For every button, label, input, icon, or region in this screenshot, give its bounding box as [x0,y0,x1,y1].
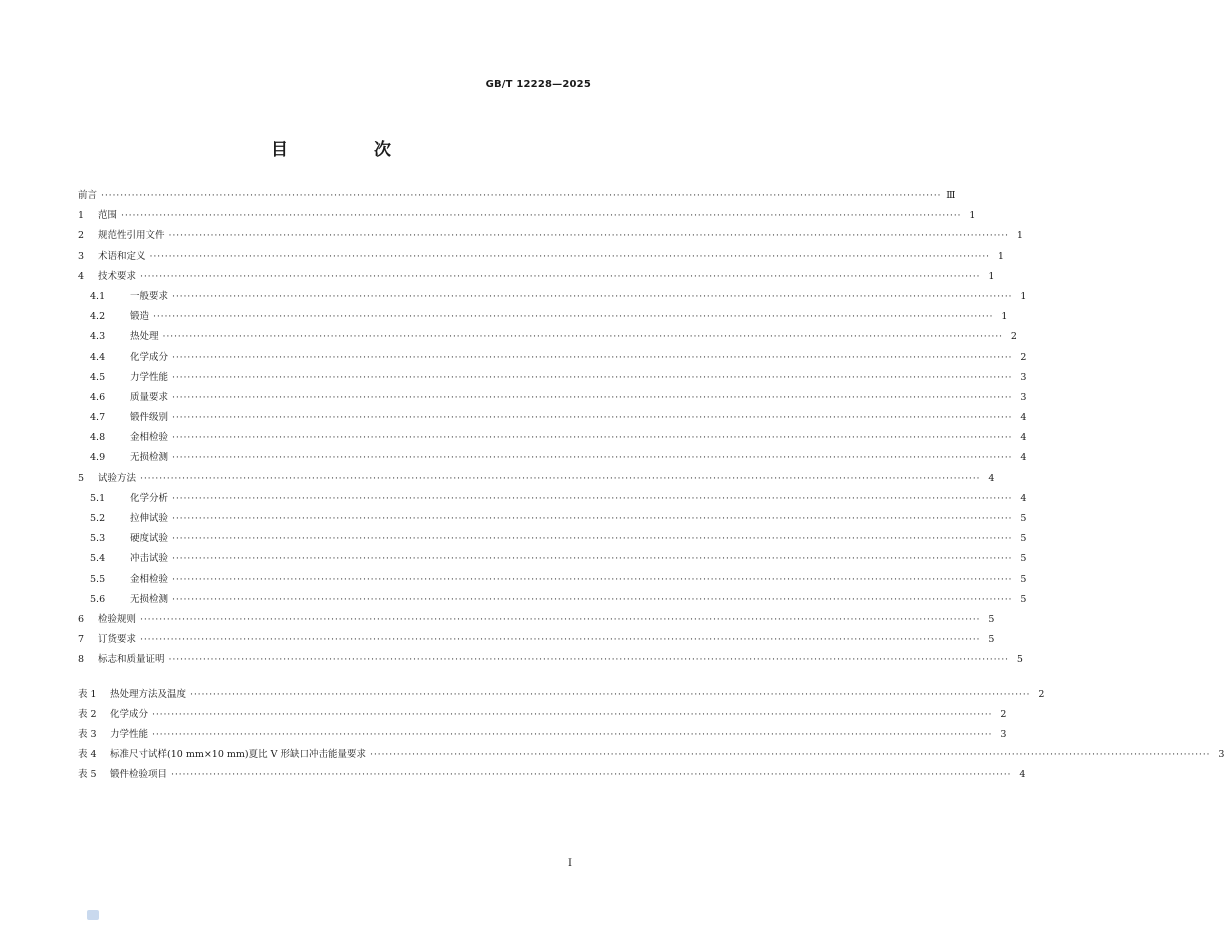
toc-divider-gap [78,674,601,688]
dot-leader: ···························································································································································································································· [168,654,1009,666]
toc-entry-number: 4.8 [90,432,106,444]
toc-entry[interactable] [78,391,1027,411]
toc-entry-number: 4.2 [90,311,106,323]
toc-entry[interactable] [78,573,1027,593]
dot-leader: ···························································································································································································································· [172,553,1013,565]
dot-leader: ···························································································································································································································· [370,749,1211,761]
dot-leader: ···························································································································································································································· [149,250,990,262]
toc-entry-page: 2 [1038,688,1045,700]
toc-entry-label: 化学分析 [130,492,169,504]
toc-entry[interactable] [78,472,995,492]
toc-entry-number: 4.1 [90,290,106,302]
toc-entry[interactable] [78,189,956,209]
toc-entry[interactable] [78,593,1027,613]
toc-entry-label: 术语和定义 [98,250,146,262]
toc-entry[interactable] [78,532,1027,552]
toc-entry-page: 3 [1020,371,1027,383]
toc-entry-label: 订货要求 [98,634,137,646]
toc-entry-page: 2 [1010,331,1017,343]
toc-entry-number: 5 [78,472,85,484]
toc-entry-page: 5 [1020,513,1027,524]
toc-entry-number: 表 5 [78,769,97,781]
toc-entry-page: 5 [1020,593,1027,605]
toc-entry-label: 金相检验 [130,573,169,585]
toc-entry[interactable] [78,431,1027,451]
toc-entry[interactable] [78,411,1027,431]
toc-entry-page: 1 [1016,230,1023,242]
toc-entry-number: 2 [78,230,85,242]
toc-entries [78,189,1027,674]
toc-entry-number: 4.6 [90,391,106,403]
toc-entry-page: 1 [1001,311,1008,323]
toc-entry-page: 3 [1218,749,1224,761]
toc-entry-label: 前言 [78,190,98,201]
toc-entry-label: 拉伸试验 [130,513,169,524]
toc-entry-label: 标志和质量证明 [98,654,165,666]
toc-entry-number: 7 [78,634,85,646]
toc-entry-number: 4.3 [90,331,106,343]
toc-entry[interactable] [78,633,995,653]
toc-entry[interactable] [78,371,1027,391]
dot-leader: ···························································································································································································································· [172,391,1013,403]
dot-leader: ···························································································································································································································· [172,452,1013,464]
toc-entry-number: 4.9 [90,452,106,464]
toc-entry-label: 检验规则 [98,613,137,625]
toc-entry-label: 试验方法 [98,472,137,484]
toc-entry-number: 表 4 [78,749,97,761]
table-list [78,688,1224,789]
toc-entry-page: 1 [1020,290,1027,302]
toc-entry-page: 4 [988,472,995,484]
dot-leader: ···························································································································································································································· [168,230,1009,242]
toc-entry-label: 力学性能 [130,371,169,383]
dot-leader: ···························································································································································································································· [171,769,1012,781]
toc-entry-number: 3 [78,250,85,262]
table-entry[interactable] [78,768,1026,788]
dot-leader: ···························································································································································································································· [152,708,993,720]
toc-entry-page: 4 [1020,452,1027,464]
dot-leader: ···························································································································································································································· [172,492,1013,504]
toc-entry-label: 热处理方法及温度 [110,688,187,700]
toc-entry-page: 5 [1016,654,1023,666]
dot-leader: ···························································································································································································································· [172,290,1013,302]
toc-entry-page: 5 [988,613,995,625]
table-entry[interactable] [78,748,1224,768]
toc-entry-page: 5 [1020,553,1027,565]
table-of-contents [78,189,1224,788]
dot-leader: ···························································································································································································································· [172,412,1013,424]
toc-entry-page: 4 [1020,432,1027,444]
dot-leader: ···························································································································································································································· [190,688,1031,700]
toc-entry-number: 5.5 [90,573,106,585]
toc-entry-page: 5 [1020,533,1027,545]
toc-entry-label: 范围 [98,210,118,222]
toc-entry[interactable] [78,250,1004,270]
toc-entry-label: 质量要求 [130,391,169,403]
toc-entry-number: 5.3 [90,533,106,545]
dot-leader: ···························································································································································································································· [101,190,942,201]
dot-leader: ···························································································································································································································· [121,210,962,222]
toc-entry-number: 6 [78,613,85,625]
toc-entry-label: 化学成分 [110,708,149,720]
toc-entry-label: 金相检验 [130,432,169,444]
dot-leader: ···························································································································································································································· [140,270,981,282]
toc-entry-number: 5.6 [90,593,106,605]
toc-entry-label: 锻造 [130,311,150,323]
toc-entry-page: 5 [988,634,995,646]
toc-entry[interactable] [78,653,1023,673]
toc-entry-page: 2 [1020,351,1027,363]
table-entry[interactable] [78,708,1007,728]
toc-title: 目 次 [271,140,431,160]
dot-leader: ···························································································································································································································· [172,513,1013,524]
toc-entry-number: 8 [78,654,85,666]
toc-entry[interactable] [78,310,1008,330]
toc-entry-number: 4.7 [90,412,106,424]
page-number: I [568,858,572,869]
toc-entry-label: 硬度试验 [130,533,169,545]
toc-entry-number: 表 1 [78,688,97,700]
toc-entry-label: 标准尺寸试样(10 mm×10 mm)夏比 V 形缺口冲击能量要求 [110,749,367,761]
toc-entry-number: 5.2 [90,513,106,524]
toc-entry[interactable] [78,209,976,229]
standard-code: GB/T 12228—2025 [485,79,591,90]
table-entry[interactable] [78,728,1007,748]
table-entry[interactable] [78,688,1045,708]
toc-entry-number: 4 [78,270,85,282]
toc-entry-page: Ⅲ [946,190,956,201]
toc-entry[interactable] [78,451,1027,471]
toc-entry-page: 1 [969,210,976,222]
dot-leader: ···························································································································································································································· [162,331,1003,343]
toc-entry-label: 一般要求 [130,290,169,302]
toc-entry-number: 5.4 [90,553,106,565]
toc-entry-label: 力学性能 [110,728,149,740]
dot-leader: ···························································································································································································································· [153,311,994,323]
toc-entry-number: 5.1 [90,492,106,504]
toc-entry-page: 2 [1000,708,1007,720]
toc-entry-page: 4 [1020,412,1027,424]
toc-entry-page: 4 [1019,769,1026,781]
toc-entry-label: 化学成分 [130,351,169,363]
toc-entry-page: 4 [1020,492,1027,504]
dot-leader: ···························································································································································································································· [152,728,993,740]
toc-entry[interactable] [78,330,1017,350]
toc-entry-page: 5 [1020,573,1027,585]
toc-entry-label: 锻件检验项目 [110,769,168,781]
dot-leader: ···························································································································································································································· [172,533,1013,545]
toc-entry-label: 规范性引用文件 [98,230,165,242]
publisher-mark-icon [87,910,99,920]
toc-entry-number: 表 3 [78,728,97,740]
toc-entry-label: 无损检测 [130,593,169,605]
dot-leader: ···························································································································································································································· [172,351,1013,363]
toc-entry[interactable] [78,351,1027,371]
toc-entry-label: 冲击试验 [130,553,169,565]
toc-entry[interactable] [78,229,1023,249]
toc-entry[interactable] [78,492,1027,512]
toc-entry-number: 1 [78,210,85,222]
toc-entry[interactable] [78,290,1027,310]
toc-entry-number: 表 2 [78,708,97,720]
toc-entry-label: 锻件级别 [130,412,169,424]
dot-leader: ···························································································································································································································· [172,593,1013,605]
dot-leader: ···························································································································································································································· [172,371,1013,383]
toc-entry[interactable] [78,552,1027,572]
dot-leader: ···························································································································································································································· [140,634,981,646]
dot-leader: ···························································································································································································································· [172,573,1013,585]
toc-entry[interactable] [78,512,1027,532]
dot-leader: ···························································································································································································································· [140,472,981,484]
toc-entry-number: 4.5 [90,371,106,383]
toc-entry-label: 无损检测 [130,452,169,464]
toc-entry-label: 热处理 [130,331,159,343]
toc-entry-page: 3 [1020,391,1027,403]
toc-entry[interactable] [78,613,995,633]
toc-entry-label: 技术要求 [98,270,137,282]
toc-entry-page: 1 [997,250,1004,262]
toc-entry[interactable] [78,270,995,290]
dot-leader: ···························································································································································································································· [140,613,981,625]
dot-leader: ···························································································································································································································· [172,432,1013,444]
toc-entry-page: 1 [988,270,995,282]
toc-entry-number: 4.4 [90,351,106,363]
toc-entry-page: 3 [1000,728,1007,740]
